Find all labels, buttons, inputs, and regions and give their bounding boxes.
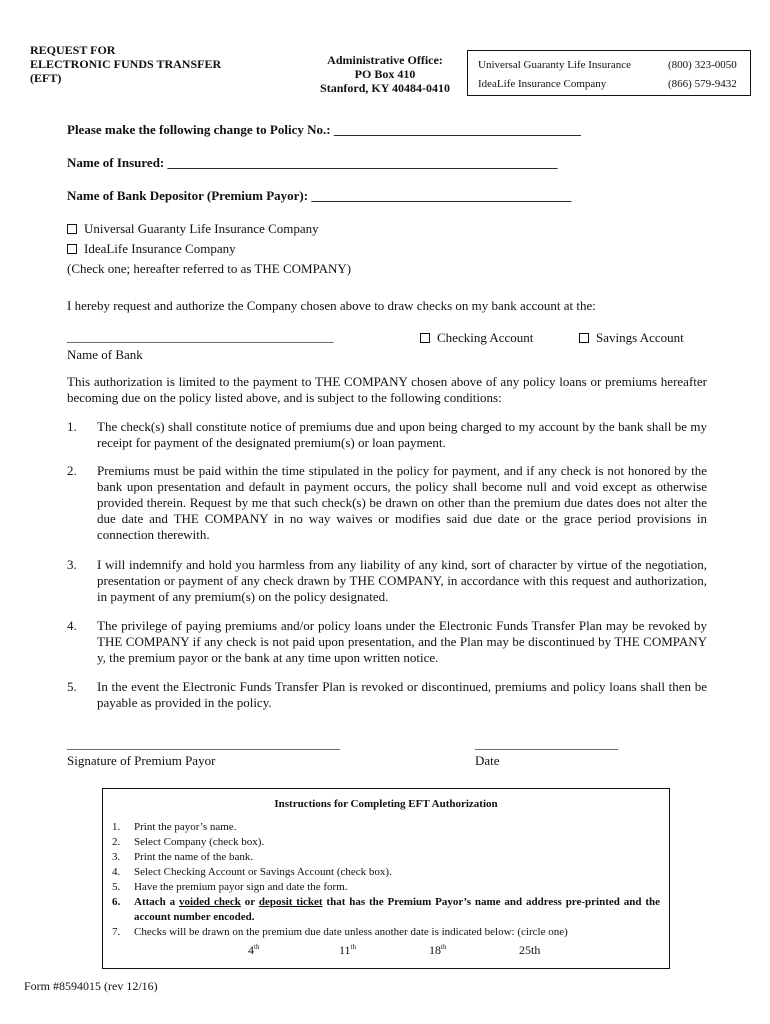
instruction-item — [112, 925, 660, 940]
company-contact-box — [467, 50, 751, 96]
insured-name-field[interactable]: Name of Insured: ____________________________________________________________ — [67, 155, 558, 170]
form-title-line: REQUEST FOR — [30, 43, 116, 57]
due-date-option[interactable] — [339, 943, 356, 958]
instruction-number: 6. — [112, 896, 121, 908]
instruction-number: 1. — [112, 821, 121, 833]
condition-number: 5. — [67, 679, 77, 694]
condition-text: The privilege of paying premiums and/or policy loans under the Electronic Funds Transfer Plan may be revoked by THE COMPANY if any check is not paid upon presentation, and the Plan may be discontinued by THE COMPANY y, the premium payor or the bank at any time upon written notice. — [97, 618, 707, 665]
condition-item — [67, 557, 707, 605]
checkbox-icon[interactable] — [579, 333, 589, 343]
policy-number-field[interactable]: Please make the following change to Policy No.: ______________________________________ — [67, 122, 581, 137]
instruction-text: Print the name of the bank. — [134, 851, 254, 863]
condition-number: 4. — [67, 618, 77, 633]
condition-item — [67, 419, 707, 451]
due-date-day: 18 — [429, 943, 441, 957]
date-field[interactable]: ______________________ — [475, 736, 618, 751]
instructions-box — [102, 788, 670, 969]
checking-account-option[interactable] — [420, 330, 533, 346]
instruction-text: or — [240, 896, 259, 908]
condition-item — [67, 618, 707, 666]
instruction-text: Checks will be drawn on the premium due date unless another date is indicated below: (circle one) — [134, 926, 568, 938]
condition-number: 1. — [67, 419, 77, 434]
checking-account-label: Checking Account — [437, 330, 534, 345]
condition-number: 2. — [67, 463, 77, 478]
company-name: IdeaLife Insurance Company — [478, 78, 607, 90]
instruction-number: 4. — [112, 866, 121, 878]
instruction-text: that has the Premium Payor’s name and address pre-printed and the account number encoded. — [134, 896, 660, 923]
form-title-line: ELECTRONIC FUNDS TRANSFER — [30, 57, 222, 71]
instruction-text: Have the premium payor sign and date the form. — [134, 881, 348, 893]
savings-account-label: Savings Account — [596, 330, 684, 345]
instruction-text: Select Checking Account or Savings Account (check box). — [134, 866, 392, 878]
due-date-suffix: th — [441, 943, 447, 951]
instruction-item — [112, 850, 660, 865]
instruction-number: 2. — [112, 836, 121, 848]
due-date-option[interactable] — [519, 943, 540, 958]
office-address — [300, 53, 470, 95]
form-title — [30, 43, 221, 85]
signature-label: Signature of Premium Payor — [67, 753, 216, 768]
condition-text: I will indemnify and hold you harmless from any liability of any kind, sort of character by virtue of the negotiation, presentation or payment of any check drawn by THE COMPANY, in accordance with this request and authorization, in payment of any premium(s) on the policy designated. — [97, 557, 707, 604]
office-line: PO Box 410 — [354, 67, 416, 81]
condition-text: The check(s) shall constitute notice of premiums due and upon being charged to my account by the bank shall be my receipt for payment of the designated premium(s) or loan payment. — [97, 419, 707, 450]
company-phone: (866) 579-9432 — [668, 78, 737, 90]
checkbox-icon[interactable] — [67, 224, 77, 234]
instructions-title: Instructions for Completing EFT Authorization — [274, 798, 498, 810]
instruction-item — [112, 820, 660, 835]
office-line: Stanford, KY 40484-0410 — [320, 81, 450, 95]
bank-name-label: Name of Bank — [67, 347, 143, 362]
due-date-day: 11 — [339, 943, 351, 957]
due-date-day: 4 — [248, 943, 254, 957]
bank-name-field[interactable]: _________________________________________ — [67, 329, 334, 344]
instruction-item — [112, 835, 660, 850]
form-title-line: (EFT) — [30, 71, 62, 85]
company-option[interactable] — [67, 241, 236, 257]
checkbox-icon[interactable] — [420, 333, 430, 343]
instruction-item — [112, 865, 660, 880]
due-date-day: 25th — [519, 943, 541, 957]
office-line: Administrative Office: — [327, 53, 443, 67]
authorization-limit-text: This authorization is limited to the payment to THE COMPANY chosen above of any policy loans or premiums hereafter becoming due on the policy listed above, and is subject to the following conditions: — [67, 374, 707, 405]
date-label: Date — [475, 753, 500, 768]
company-note: (Check one; hereafter referred to as THE COMPANY) — [67, 261, 352, 276]
company-option-label: IdeaLife Insurance Company — [84, 241, 236, 256]
condition-number: 3. — [67, 557, 77, 572]
instruction-number: 5. — [112, 881, 121, 893]
condition-item — [67, 463, 707, 543]
deposit-ticket-text: deposit ticket — [258, 896, 323, 908]
condition-text: Premiums must be paid within the time stipulated in the policy for payment, and if any check is not honored by the bank upon presentation and default in payment occurs, the policy shall become null and void except as otherwise provided therein. Request by me that such check(s) be drawn on other than the premium due dates does not alter the due date and THE COMPANY in no way waives or modifies said due date or the grace period provisions in connection therewith. — [97, 463, 707, 542]
due-date-option[interactable] — [248, 943, 259, 958]
checkbox-icon[interactable] — [67, 244, 77, 254]
savings-account-option[interactable] — [579, 330, 684, 346]
bank-depositor-field[interactable]: Name of Bank Depositor (Premium Payor): ________________________________________ — [67, 188, 572, 203]
voided-check-text: voided check — [179, 896, 241, 908]
company-name: Universal Guaranty Life Insurance — [478, 59, 632, 71]
signature-field[interactable]: __________________________________________ — [67, 736, 340, 751]
form-number: Form #8594015 (rev 12/16) — [24, 979, 158, 993]
condition-item — [67, 679, 707, 711]
instruction-text: Attach a — [134, 896, 179, 908]
authorize-text: I hereby request and authorize the Company chosen above to draw checks on my bank account at the: — [67, 298, 596, 313]
due-date-suffix: th — [350, 943, 357, 951]
company-option-label: Universal Guaranty Life Insurance Company — [84, 221, 319, 236]
instruction-item — [112, 880, 660, 895]
instruction-text: Select Company (check box). — [134, 836, 265, 848]
due-date-suffix: th — [254, 943, 260, 951]
instruction-number: 3. — [112, 851, 121, 863]
instruction-item-attach — [112, 895, 660, 925]
company-option[interactable] — [67, 221, 319, 237]
condition-text: In the event the Electronic Funds Transfer Plan is revoked or discontinued, premiums and policy loans shall then be payable as provided in the policy. — [97, 679, 707, 710]
instruction-number: 7. — [112, 926, 121, 938]
instructions-list — [112, 820, 660, 940]
company-phone: (800) 323-0050 — [668, 59, 737, 71]
due-date-option[interactable] — [429, 943, 446, 958]
instruction-text: Print the payor’s name. — [134, 821, 237, 833]
